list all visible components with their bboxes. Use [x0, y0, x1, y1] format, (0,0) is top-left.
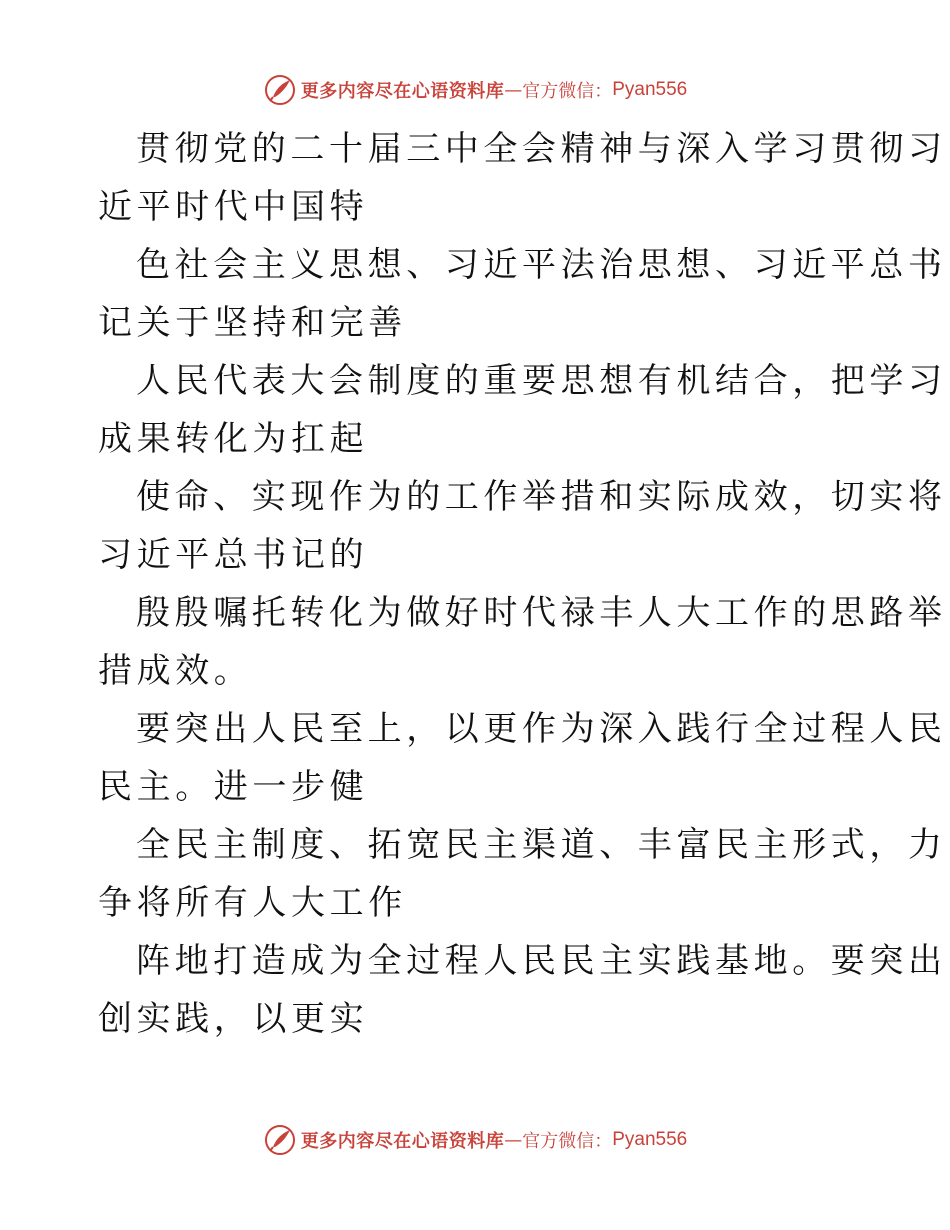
- paragraph-line: 使命、实现作为的工作举措和实际成效，切实将: [136, 477, 947, 517]
- paragraph: [98, 932, 947, 1048]
- paragraph-line: 习近平总书记的: [98, 535, 369, 575]
- footer-banner: [0, 1122, 950, 1158]
- paragraph-line: 阵地打造成为全过程人民民主实践基地。要突出: [136, 941, 947, 981]
- paragraph: [98, 468, 947, 584]
- footer-wechat-id: Pyan556: [612, 1129, 688, 1150]
- paragraph-line: 记关于坚持和完善: [98, 303, 407, 343]
- header-banner: [0, 72, 950, 108]
- paragraph-line: 民主。进一步健: [98, 767, 369, 807]
- header-brand: 更多内容尽在心语资料库: [300, 81, 505, 102]
- quill-pen-icon: [263, 1123, 297, 1157]
- paragraph-line: 全民主制度、拓宽民主渠道、丰富民主形式，力: [136, 825, 947, 865]
- paragraph: [98, 352, 947, 468]
- paragraph: [98, 236, 947, 352]
- footer-wechat-label: 官方微信：: [522, 1131, 613, 1152]
- paragraph-line: 成果转化为扛起: [98, 419, 369, 459]
- quill-pen-icon: [263, 73, 297, 107]
- paragraph: [98, 120, 947, 236]
- document-body: [98, 120, 947, 1048]
- paragraph-line: 色社会主义思想、习近平法治思想、习近平总书: [136, 245, 947, 285]
- paragraph: [98, 584, 947, 700]
- paragraph: [98, 816, 947, 932]
- paragraph-line: 贯彻党的二十届三中全会精神与深入学习贯彻习: [136, 129, 947, 169]
- paragraph-line: 殷殷嘱托转化为做好时代禄丰人大工作的思路举: [136, 593, 947, 633]
- paragraph-line: 人民代表大会制度的重要思想有机结合，把学习: [136, 361, 947, 401]
- header-wechat-id: Pyan556: [612, 79, 688, 100]
- paragraph-line: 争将所有人大工作: [98, 883, 407, 923]
- header-wechat-label: 官方微信：: [522, 81, 613, 102]
- paragraph-line: 创实践，以更实: [98, 999, 369, 1039]
- paragraph-line: 要突出人民至上，以更作为深入践行全过程人民: [136, 709, 947, 749]
- paragraph-line: 近平时代中国特: [98, 187, 369, 227]
- footer-brand: 更多内容尽在心语资料库: [300, 1131, 505, 1152]
- paragraph: [98, 700, 947, 816]
- footer-separator: —: [504, 1129, 523, 1151]
- paragraph-line: 措成效。: [98, 651, 253, 691]
- header-separator: —: [504, 79, 523, 101]
